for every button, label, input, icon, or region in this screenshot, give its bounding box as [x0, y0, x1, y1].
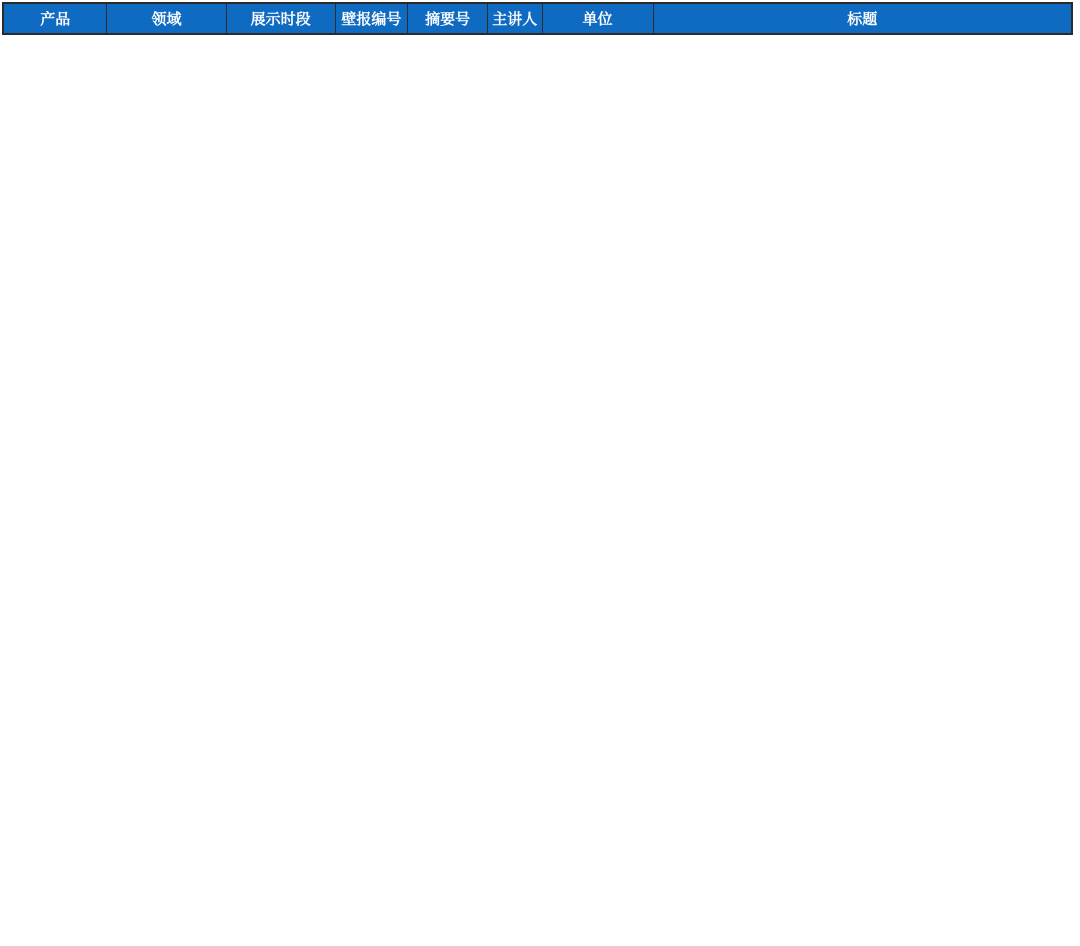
- col-header-field: 领域: [107, 3, 226, 34]
- col-header-poster-no: 壁报编号: [335, 3, 408, 34]
- col-header-abstract-no: 摘要号: [408, 3, 488, 34]
- col-header-institution: 单位: [542, 3, 653, 34]
- poster-schedule-table: [2, 2, 1073, 35]
- header-row: [3, 3, 1072, 34]
- col-header-speaker: 主讲人: [488, 3, 543, 34]
- col-header-display-time: 展示时段: [226, 3, 335, 34]
- col-header-product: 产品: [3, 3, 107, 34]
- col-header-title: 标题: [653, 3, 1072, 34]
